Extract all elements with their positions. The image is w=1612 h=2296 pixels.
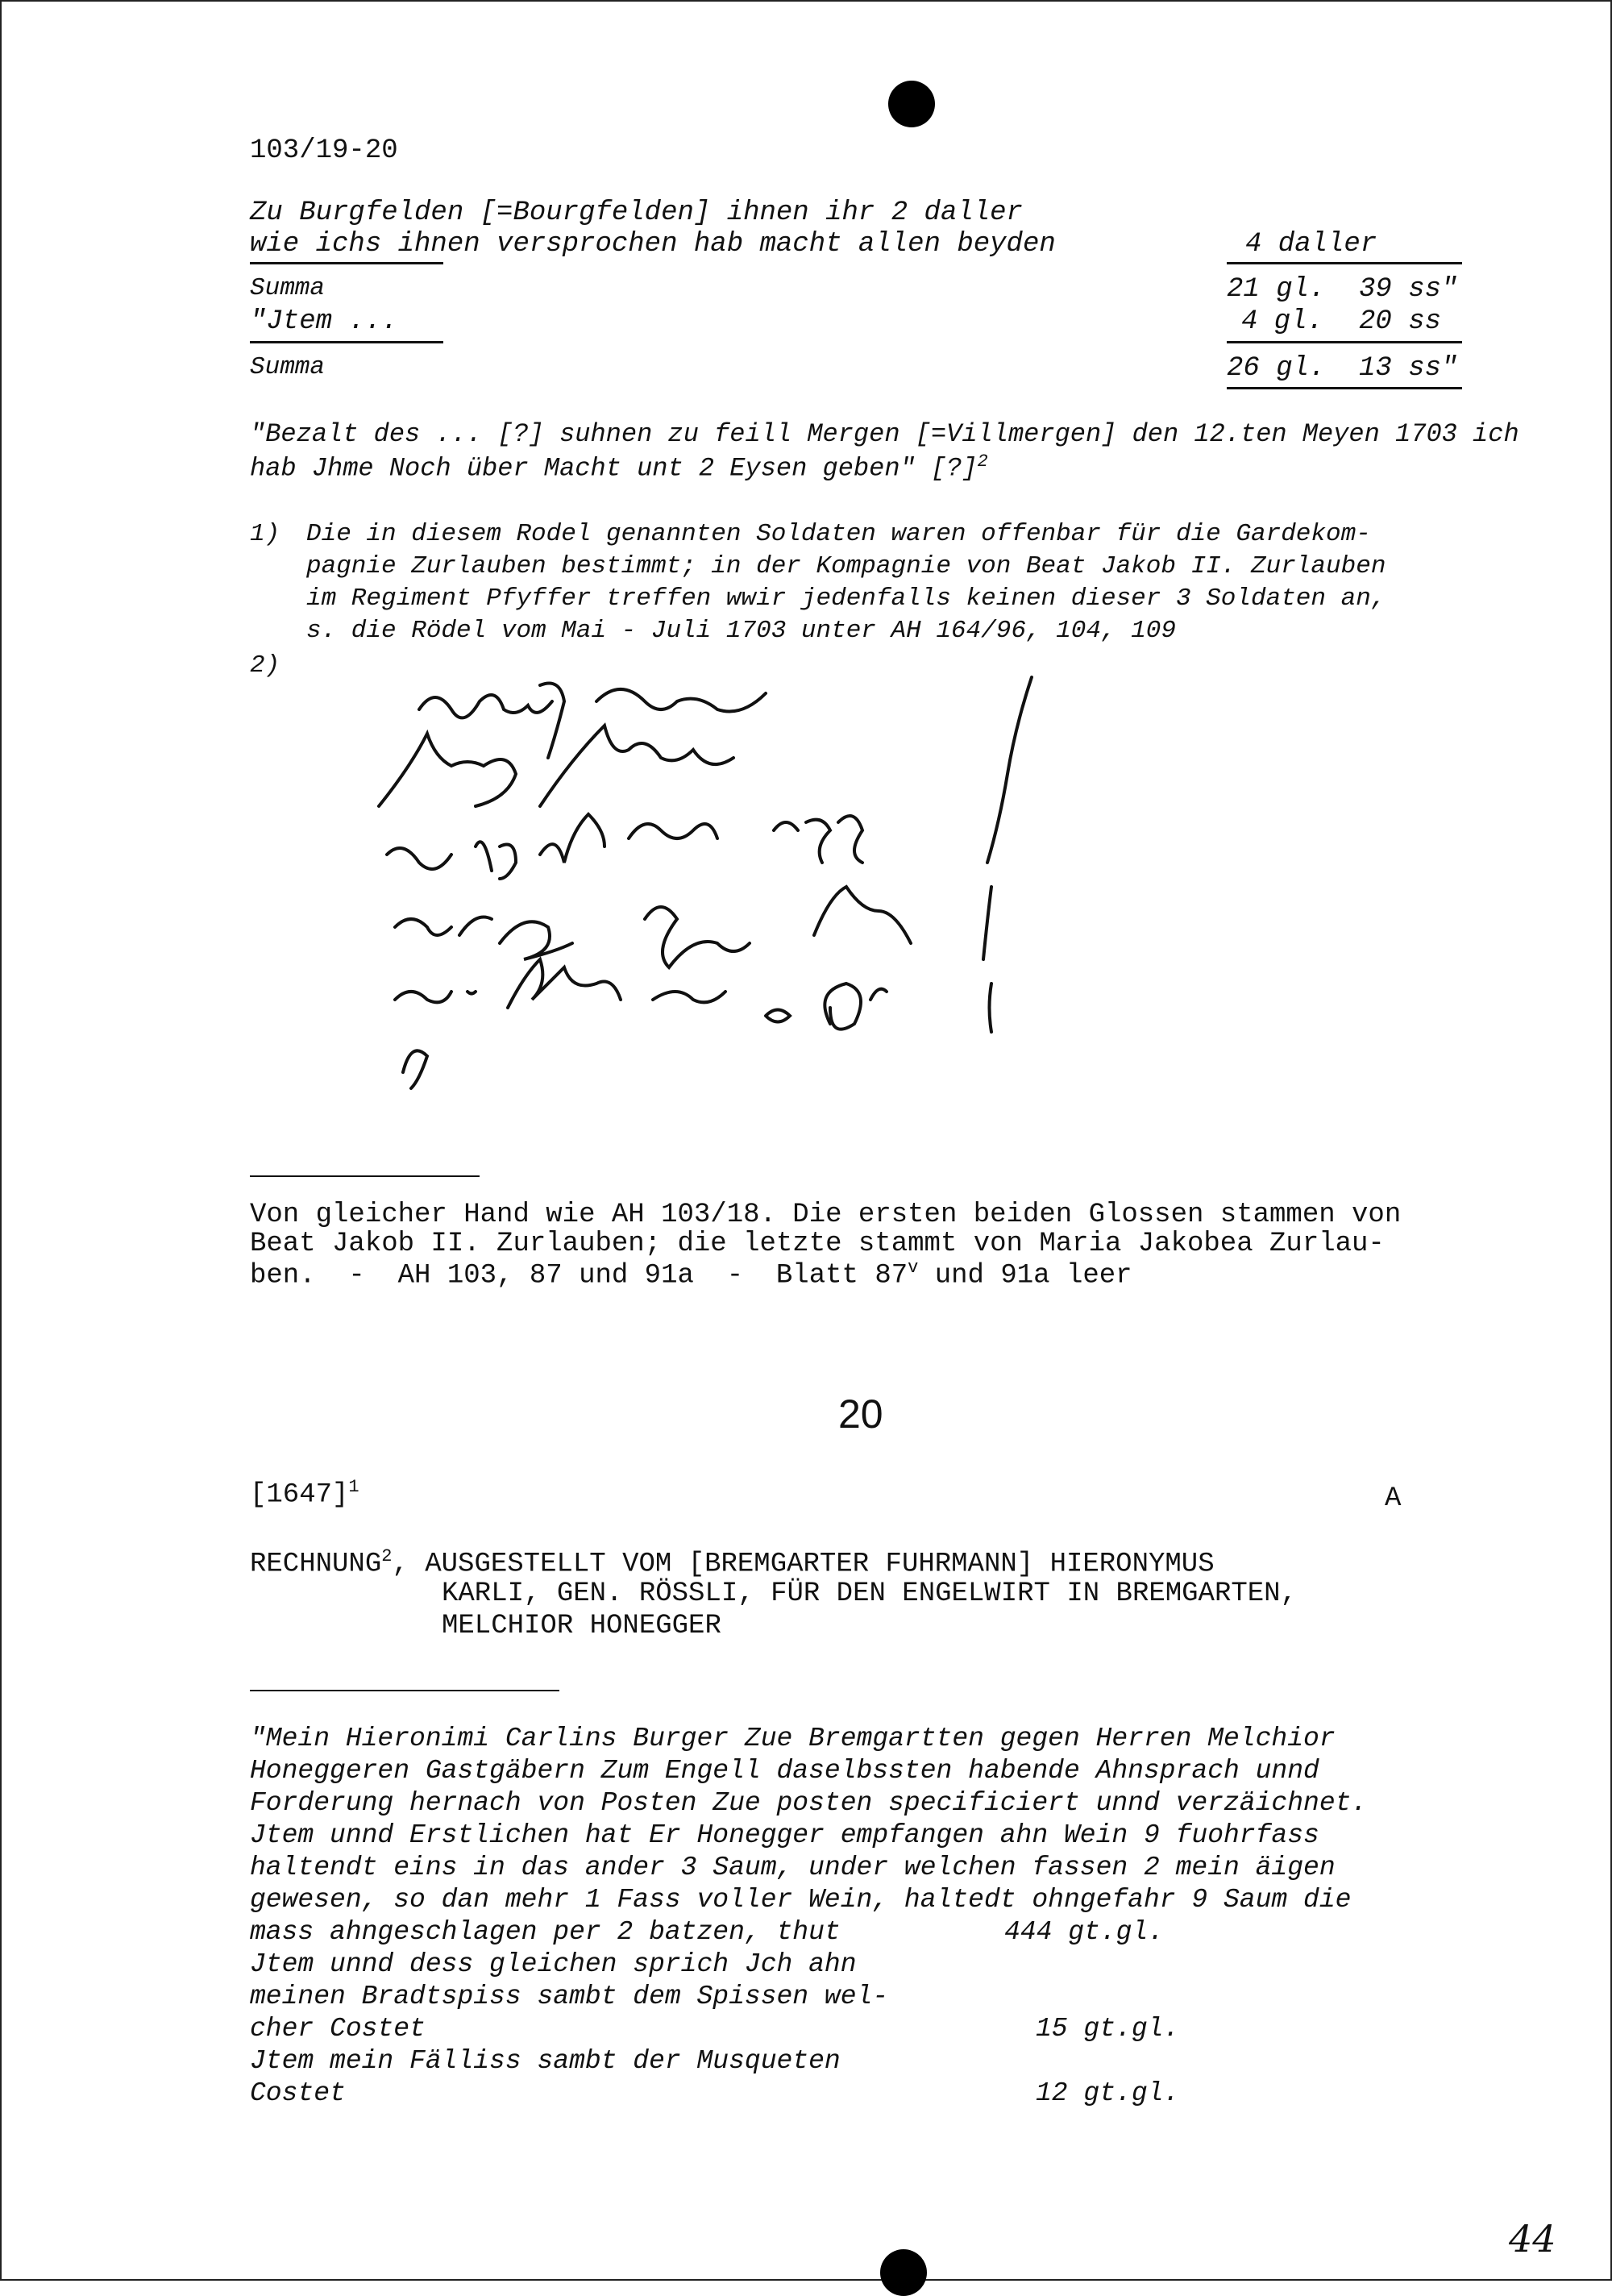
- section-number: 20: [838, 1391, 883, 1437]
- rule-amount-3: [1227, 387, 1462, 389]
- body-line-11: Jtem mein Fälliss sambt der Musqueten: [250, 2046, 841, 2076]
- punch-hole-top: [888, 81, 935, 127]
- body-line-12: Costet: [250, 2078, 346, 2108]
- section-date: $[1647]^1$: [250, 1477, 359, 1511]
- remarks-line-1: Von gleicher Hand wie AH 103/18. Die ersten beiden Glossen stammen von: [250, 1200, 1402, 1230]
- body-line-10: cher Costet: [250, 2014, 426, 2044]
- body-line-8: Jtem unnd dess gleichen sprich Jch ahn: [250, 1949, 857, 1979]
- summa-1-gl: 21 gl.: [1227, 274, 1326, 305]
- page-number: 44: [1509, 2217, 1556, 2261]
- document-reference: 103/19-20: [250, 135, 398, 166]
- account-line-2: wie ichs ihnen versprochen hab macht allen beyden: [250, 229, 1056, 260]
- rule-amount-1: [1227, 262, 1462, 264]
- body-line-9: meinen Bradtspiss sambt dem Spissen wel-: [250, 1982, 889, 2011]
- section-letter: A: [1385, 1483, 1402, 1514]
- punch-hole-bottom: [880, 2249, 927, 2296]
- body-line-7-amount: 444 gt.gl.: [1004, 1917, 1165, 1947]
- item-gl: 4 gl.: [1241, 306, 1324, 337]
- account-line-2-amount: 4 daller: [1245, 229, 1377, 260]
- section-title-line-2: KARLI, GEN. RÖSSLI, FÜR DEN ENGELWIRT IN BREMGARTEN,: [442, 1578, 1297, 1609]
- note-1-line-2: pagnie Zurlauben bestimmt; in der Kompagnie von Beat Jakob II. Zurlauben: [306, 552, 1386, 580]
- separator-short-1: [250, 1175, 480, 1177]
- note-2-marker: 2): [250, 651, 280, 680]
- note-1-line-1: Die in diesem Rodel genannten Soldaten waren offenbar für die Gardekom-: [306, 520, 1371, 548]
- separator-short-2: [250, 1690, 559, 1691]
- body-line-10-amount: 15 gt.gl.: [1036, 2014, 1180, 2044]
- summa-1-ss: 39 ss": [1359, 274, 1458, 305]
- summa-2-label: Summa: [250, 353, 326, 381]
- body-line-7: mass ahngeschlagen per 2 batzen, thut: [250, 1917, 841, 1947]
- remarks-line-3: ben. - AH 103, 87 und 91a - Blatt 87$^v$ und 91a leer: [250, 1258, 1132, 1292]
- body-line-4: Jtem unnd Erstlichen hat Er Honegger empfangen ahn Wein 9 fuohrfass: [250, 1820, 1319, 1850]
- gloss-quote-line-2: hab Jhme Noch über Macht unt 2 Eysen geben" [?]$^2$: [250, 451, 988, 484]
- item-label: "Jtem ...: [250, 306, 398, 337]
- body-line-6: gewesen, so dan mehr 1 Fass voller Wein, haltedt ohngefahr 9 Saum die: [250, 1885, 1352, 1915]
- body-line-2: Honeggeren Gastgäbern Zum Engell daselbssten habende Ahnsprach unnd: [250, 1756, 1319, 1786]
- note-1-marker: 1): [250, 520, 280, 548]
- handwriting-facsimile: [355, 661, 1128, 1145]
- body-line-3: Forderung hernach von Posten Zue posten specificiert unnd verzäichnet.: [250, 1788, 1368, 1818]
- section-title-line-3: MELCHIOR HONEGGER: [442, 1611, 721, 1641]
- note-1-line-3: im Regiment Pfyffer treffen wwir jedenfalls keinen dieser 3 Soldaten an,: [306, 584, 1386, 613]
- rule-under-wie-ichs: [250, 262, 443, 264]
- gloss-quote-line-1: "Bezalt des ... [?] suhnen zu feill Mergen [=Villmergen] den 12.ten Meyen 1703 ich: [250, 419, 1519, 449]
- body-line-12-amount: 12 gt.gl.: [1036, 2078, 1180, 2108]
- section-title-line-1: RECHNUNG$^2$, AUSGESTELLT VOM [BREMGARTER FUHRMANN] HIERONYMUS: [250, 1546, 1215, 1580]
- note-1-line-4: s. die Rödel vom Mai - Juli 1703 unter AH 164/96, 104, 109: [306, 617, 1176, 645]
- summa-2-gl: 26 gl.: [1227, 353, 1326, 384]
- summa-1-label: Summa: [250, 274, 326, 302]
- rule-under-item: [250, 341, 443, 343]
- summa-2-ss: 13 ss": [1359, 353, 1458, 384]
- body-line-5: haltendt eins in das ander 3 Saum, under welchen fassen 2 mein äigen: [250, 1853, 1336, 1882]
- remarks-line-2: Beat Jakob II. Zurlauben; die letzte stammt von Maria Jakobea Zurlau-: [250, 1229, 1385, 1259]
- rule-amount-2: [1227, 341, 1462, 343]
- body-line-1: "Mein Hieronimi Carlins Burger Zue Bremgartten gegen Herren Melchior: [250, 1724, 1336, 1753]
- item-ss: 20 ss: [1359, 306, 1442, 337]
- footnote-mark-2: 2: [977, 451, 988, 472]
- account-line-1: Zu Burgfelden [=Bourgfelden] ihnen ihr 2 daller: [250, 198, 1023, 228]
